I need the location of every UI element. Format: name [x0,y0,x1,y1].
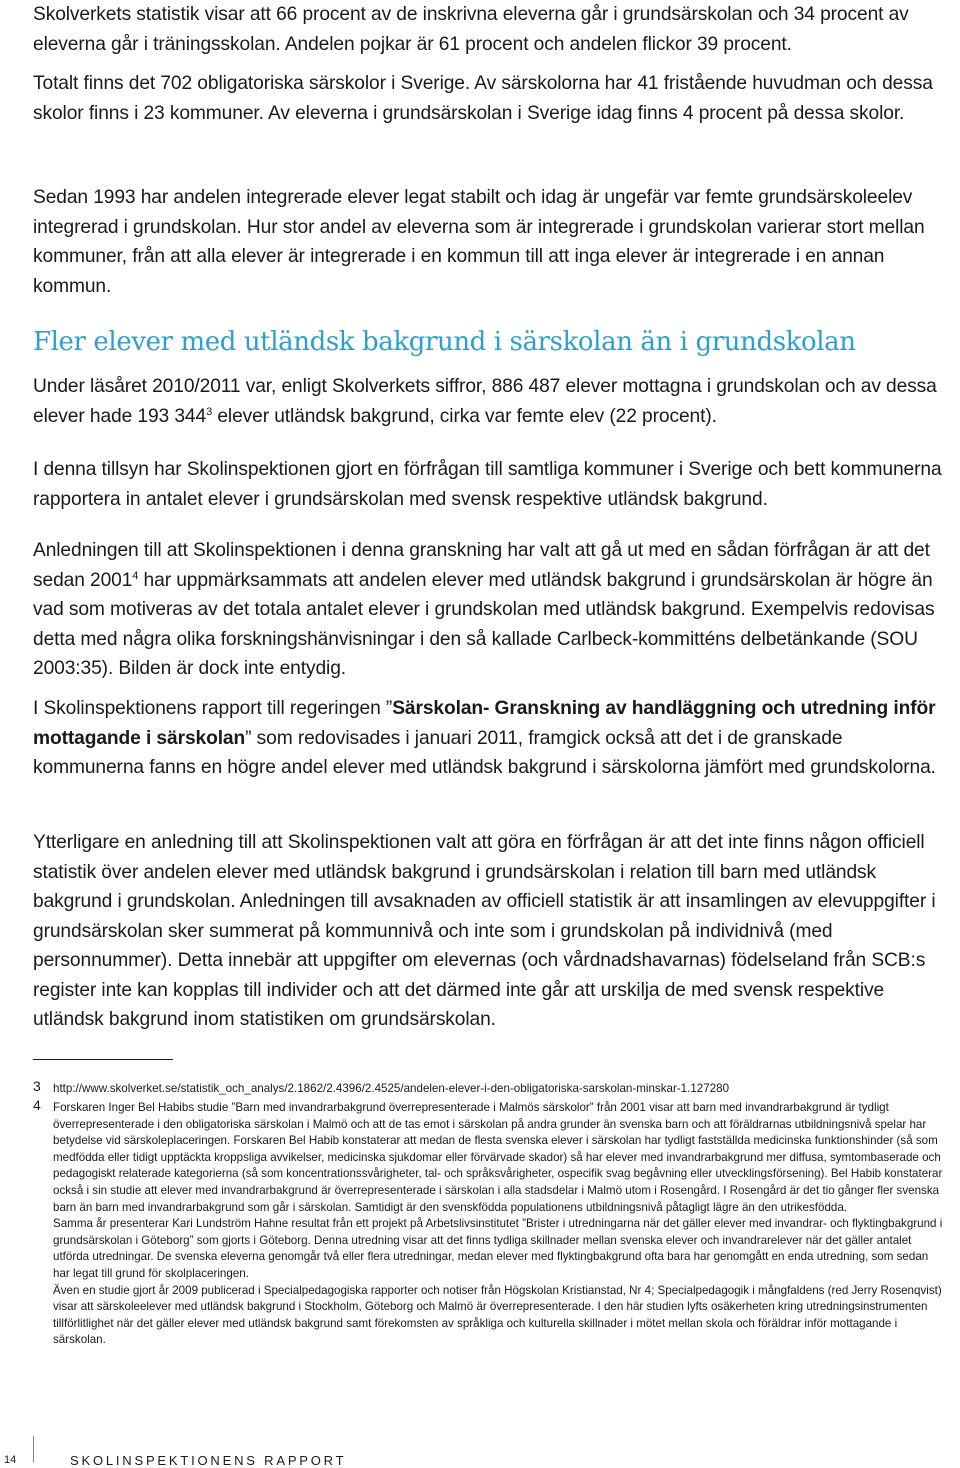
report-title-bold: Särskolan- Granskning av handläggning och utredning inför mottagande i särskolan [33,698,936,749]
page-number: 14 [4,1454,17,1466]
footnote-4-paragraph-1: Forskaren Inger Bel Habibs studie ”Barn med invandrarbakgrund överrepresenterade i Malmös särskolor” från 2001 visar att barn med invandrarbakgrund är tydligt överrepresenterade i den obligatoriska särskolan i Malmö och att de tas emot i särskolan på andra grunder än svenska barn och att föräldrarnas utbildningsnivå spelar har betydelse vid särskoleplaceringen. Forskaren Bel Habib konstaterar att medan de flesta svenska elever i särskolan har tydligt fastställda medicinska funktionshinder (så som medfödda eller tidigt upptäckta kroppsliga avvikelser, medicinska sjukdomar eller förvärvade skador) så har elever med invandrarbakgrund mer diffusa, symtombaserade och pedagogiskt relaterade kategorierna (så som koncentrationssvårigheter, tal- och språksvårigheter, ospecifik svag begåvning eller utvecklingsförsening). Bel Habib konstaterar också i sin studie att elever med invandrarbakgrund är överrepresenterade i särskolan i alla stadsdelar i Malmö utom i Rosengård. I Rosengård är det tio gånger fler svenska barn än barn med invandrarbakgrund som går i särskolan. Samtidigt är den svenskfödda populationens utbildningsnivå påtagligt lägre än den utrikesfödda. [53,1101,943,1214]
paragraph-motivation: Anledningen till att Skolinspektionen i denna granskning har valt att gå ut med en sådan förfrågan är att det sedan 2001$^4$ har uppmärksammats att andelen elever med utländsk bakgrund i grundsärskolan är högre än vad som motiveras av det totala antalet elever i grundskolan med utländsk bakgrund. Exempelvis redovisas detta med några olika forskningshänvisningar i den så kallade Carlbeck-kommitténs delbetänkande (SOU 2003:35). Bilden är dock inte entydig. [33,540,935,679]
footnote-4-paragraph-3: Även en studie gjort år 2009 publicerad i Specialpedagogiska rapporter och notiser från Högskolan Kristianstad, Nr 4; Specialpedagogik i mångfaldens (red Jerry Rosenqvist) visar att särskoleelever med utländsk bakgrund i Stockholm, Göteborg och Malmö är överrepresenterade. I den här studien lyfts osäkerheten kring utredningsinstrumenten tillförlitlighet när det gäller elever med utländsk bakgrund samt förekomsten av språkliga och kulturella skillnader i mötet mellan skola och föräldrar inför mottagande i särskolan. [53,1283,942,1347]
paragraph-no-statistics: Ytterligare en anledning till att Skolinspektionen valt att göra en förfrågan är att det inte finns någon officiell statistik över andelen elever med utländsk bakgrund i grundsärskolan i relation till barn med utländsk bakgrund i grundskolan. Anledningen till avsaknaden av officiell statistik är att insamlingen av elevuppgifter i grundsärskolan sker summerat på kommunnivå och inte som i grundskolan på individnivå (med personnummer). Detta innebär att uppgifter om elevernas (och vårdnadshavarnas) födelseland från SCB:s register inte kan kopplas till individer och att det därmed inte går att urskilja de med svensk respektive utländsk bakgrund inom statistiken om grundsärskolan. [33,832,936,1030]
footnote-4-number: 4 [33,1097,41,1113]
footnote-ref-3[interactable]: 3 [206,405,213,418]
footnote-3-link[interactable]: http://www.skolverket.se/statistik_och_analys/2.1862/2.4396/2.4525/andelen-elever-i-den-obligatoriska-sarskolan-minskar-1.127280 [53,1082,730,1095]
paragraph-student-distribution: Skolverkets statistik visar att 66 procent av de inskrivna eleverna går i grundsärskolan och 34 procent av eleverna går i träningsskolan. Andelen pojkar är 61 procent och andelen flickor 39 procent. [33,4,909,55]
footer-divider [33,1436,34,1462]
footnote-3-number: 3 [33,1078,41,1094]
footnote-4 [33,1097,945,1349]
footnote-ref-4[interactable]: 4 [132,569,139,582]
paragraph-previous-report: I Skolinspektionens rapport till regeringen ”Särskolan- Granskning av handläggning och utredning inför mottagande i särskolan” som redovisades i januari 2011, framgick också att det i de granskade kommunerna fanns en högre andel elever med utländsk bakgrund i särskolorna jämfört med grundskolorna. [33,698,936,778]
footnote-3 [33,1078,945,1098]
paragraph-foreign-background-stats: Under läsåret 2010/2011 var, enligt Skolverkets siffror, 886 487 elever mottagna i grundskolan och av dessa elever hade 193 $344^3$ elever utländsk bakgrund, cirka var femte elev (22 procent). [33,376,937,427]
paragraph-school-count: Totalt finns det 702 obligatoriska särskolor i Sverige. Av särskolorna har 41 fristående huvudman och dessa skolor finns i 23 kommuner. Av eleverna i grundsärskolan i Sverige idag finns 4 procent på dessa skolor. [33,73,933,124]
paragraph-inquiry: I denna tillsyn har Skolinspektionen gjort en förfrågan till samtliga kommuner i Sverige och bett kommunerna rapportera in antalet elever i grundsärskolan med svensk respektive utländsk bakgrund. [33,459,942,510]
footnote-4-paragraph-2: Samma år presenterar Kari Lundström Hahne resultat från ett projekt på Arbetslivsinstitutet ”Brister i utredningarna när det gäller elever med invandrar- och flyktingbakgrund i grundsärskolan i Göteborg” som gjorts i Göteborg. Denna utredning visar att det finns tydliga skillnader mellan svenska elever och invandrarelever när det gäller antalet utförda utredningar. De svenska eleverna genomgår två eller flera utredningar, medan elever med flyktingbakgrund ofta bara har genomgått en enda utredning, som sedan har legat till grund för skolplaceringen. [53,1217,943,1280]
footnote-divider [33,1059,173,1060]
report-name: SKOLINSPEKTIONENS RAPPORT [70,1453,347,1468]
section-heading: Fler elever med utländsk bakgrund i särskolan än i grundskolan [33,327,856,357]
paragraph-integration: Sedan 1993 har andelen integrerade elever legat stabilt och idag är ungefär var femte grundsärskoleelev integrerad i grundskolan. Hur stor andel av eleverna som är integrerade i grundskolan varierar stort mellan kommuner, från att alla elever är integrerade i en kommun till att inga elever är integrerade i en annan kommun. [33,187,925,297]
